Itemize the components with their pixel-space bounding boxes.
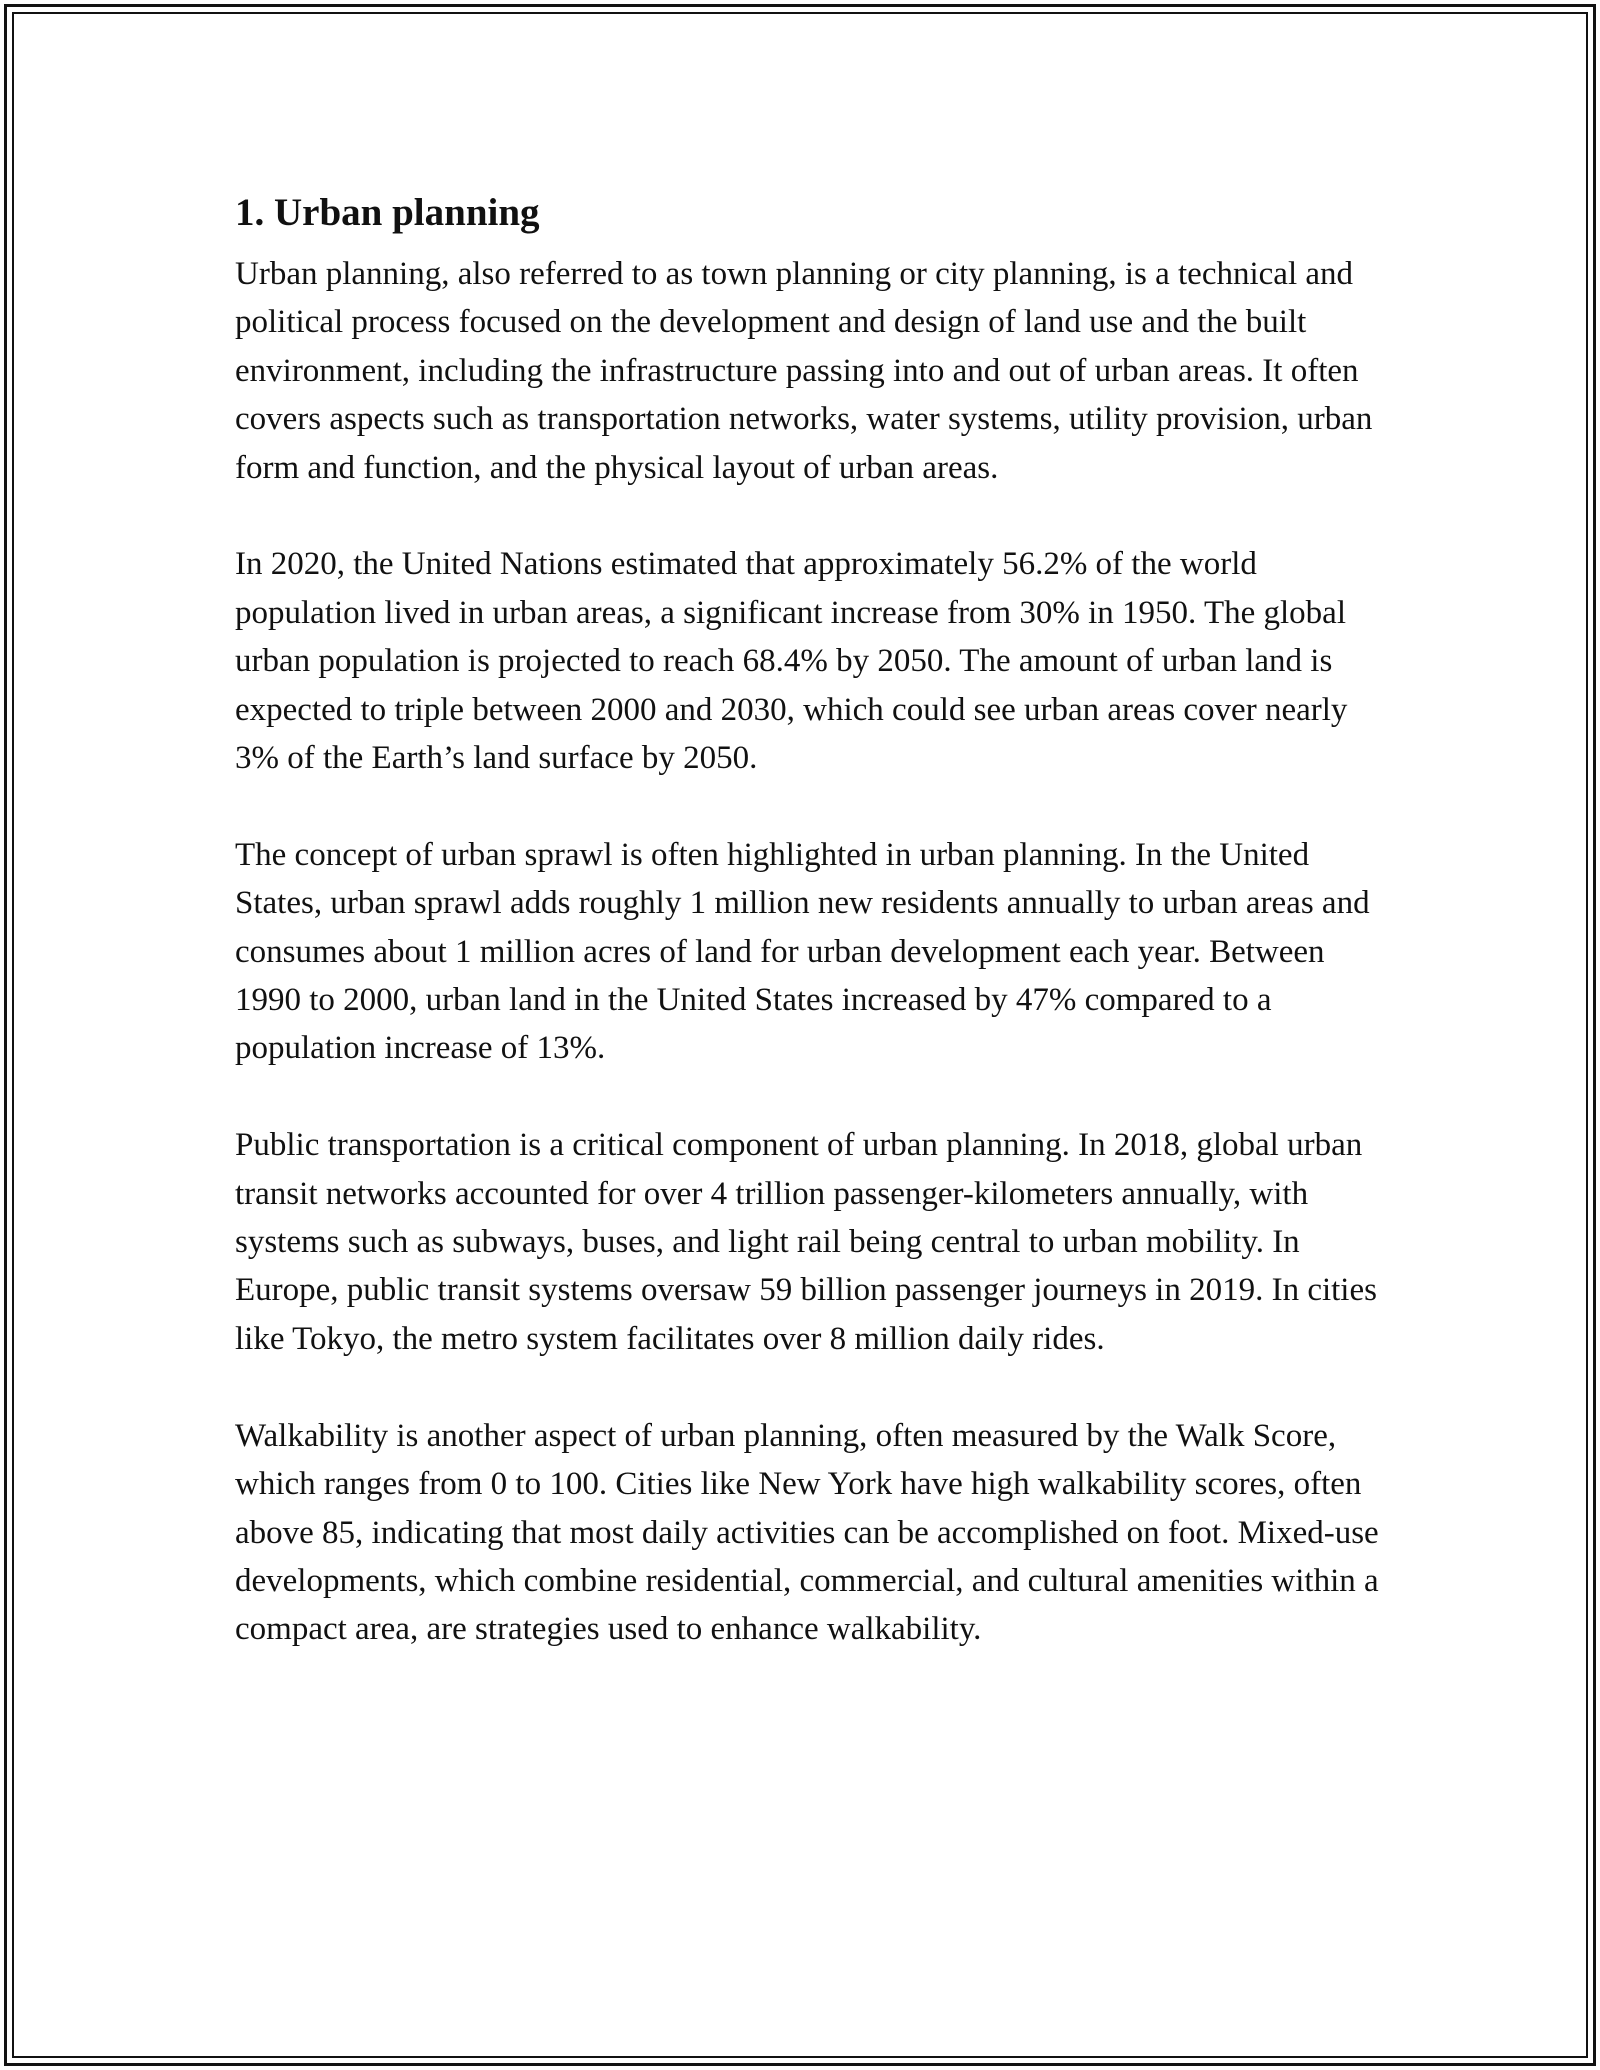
paragraph-urban-planning-definition: Urban planning, also referred to as town planning or city planning, is a technical and political process focused on the development and design of land use and the built environment, including the infrastructure passing into and out of urban areas. It often covers aspects such as transportation networks, water systems, utility provision, urban form and function, and the physical layout of urban areas. bbox=[235, 256, 1373, 486]
document-body bbox=[235, 183, 1380, 1654]
section-heading: 1. Urban planning bbox=[235, 191, 540, 234]
paragraph-urban-sprawl: The concept of urban sprawl is often highlighted in urban planning. In the United States, urban sprawl adds roughly 1 million new residents annually to urban areas and consumes about 1 million acres of land for urban development each year. Between 1990 to 2000, urban land in the United States increased by 47% compared to a population increase of 13%. bbox=[235, 836, 1370, 1067]
paragraph-walkability: Walkability is another aspect of urban planning, often measured by the Walk Score, which ranges from 0 to 100. Cities like New York have high walkability scores, often above 85, indicating that most daily activities can be accomplished on foot. Mixed-use developments, which combine residential, commercial, and cultural amenities within a compact area, are strategies used to enhance walkability. bbox=[235, 1417, 1379, 1648]
paragraph-urban-population: In 2020, the United Nations estimated that approximately 56.2% of the world population lived in urban areas, a significant increase from 30% in 1950. The global urban population is projected to reach 68.4% by 2050. The amount of urban land is expected to triple between 2000 and 2030, which could see urban areas cover nearly 3% of the Earth’s land surface by 2050. bbox=[235, 546, 1348, 777]
paragraph-public-transportation: Public transportation is a critical component of urban planning. In 2018, global urban transit networks accounted for over 4 trillion passenger-kilometers annually, with systems such as subways, buses, and light rail being central to urban mobility. In Europe, public transit systems oversaw 59 billion passenger journeys in 2019. In cities like Tokyo, the metro system facilitates over 8 million daily rides. bbox=[235, 1127, 1377, 1357]
